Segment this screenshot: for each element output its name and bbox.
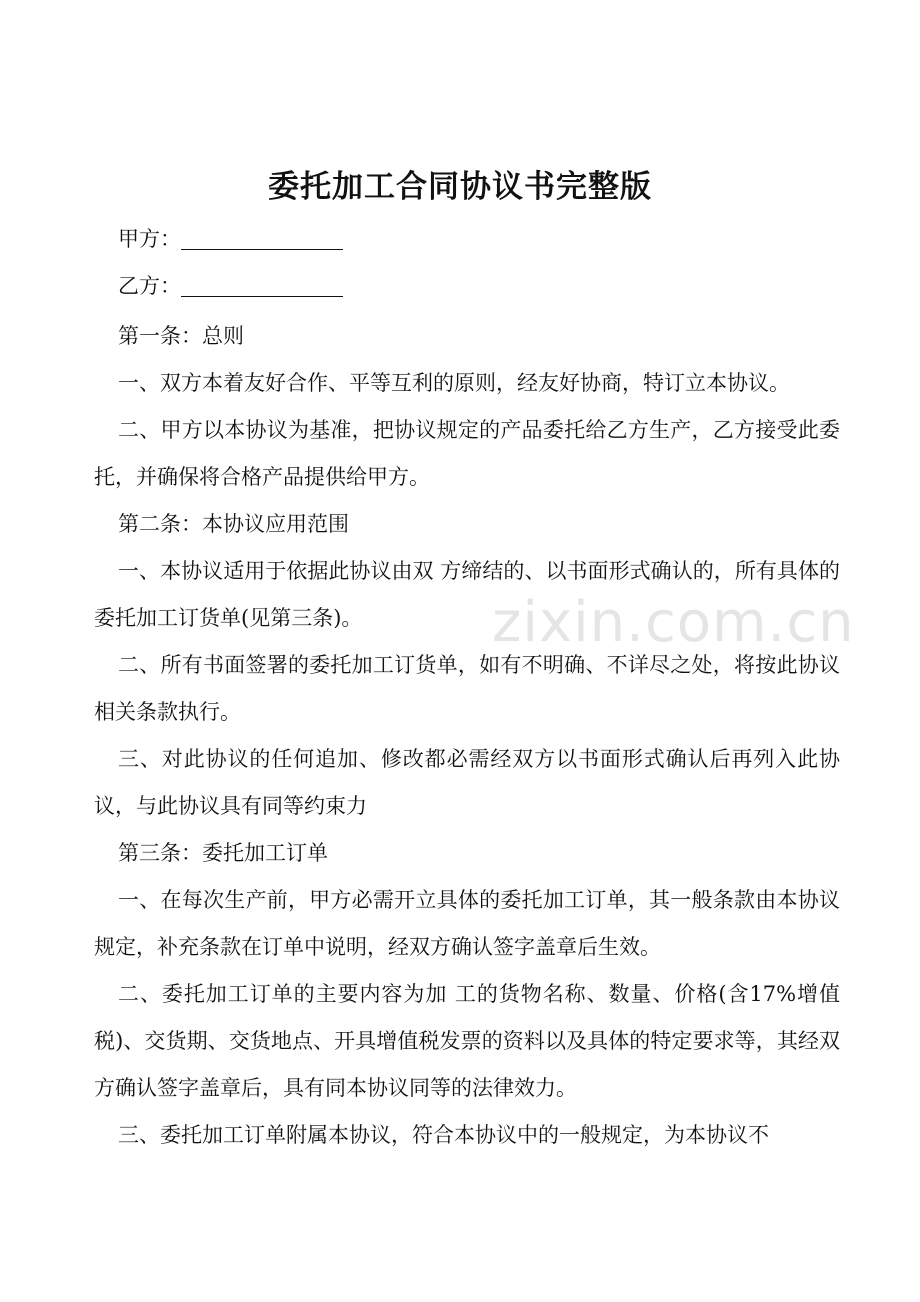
paragraph: 三、委托加工订单附属本协议，符合本协议中的一般规定，为本协议不 <box>118 1123 769 1147</box>
paragraph: 一、本协议适用于依据此协议由双 方缔结的、以书面形式确认的，所有具体的委托加工订货单(见第三条)。 <box>94 559 840 630</box>
party-a-line <box>118 224 343 254</box>
article-2-heading: 第二条：本协议应用范围 <box>118 512 349 536</box>
article-1-heading: 第一条：总则 <box>118 324 244 348</box>
watermark: zixin.com.cn <box>492 590 855 655</box>
party-b-blank <box>181 274 343 297</box>
party-b-line <box>118 271 343 301</box>
party-a-label: 甲方： <box>118 227 181 251</box>
party-b-label: 乙方： <box>118 274 181 298</box>
article-3-heading: 第三条：委托加工订单 <box>118 841 328 865</box>
paragraph: 二、甲方以本协议为基准，把协议规定的产品委托给乙方生产，乙方接受此委托，并确保将合格产品提供给甲方。 <box>94 418 840 489</box>
paragraph: 一、双方本着友好合作、平等互利的原则，经友好协商，特订立本协议。 <box>118 371 790 395</box>
paragraph: 三、对此协议的任何追加、修改都必需经双方以书面形式确认后再列入此协议，与此协议具有同等约束力 <box>94 747 840 818</box>
party-a-blank <box>181 227 343 250</box>
paragraph: 二、委托加工订单的主要内容为加 工的货物名称、数量、价格(含17%增值税)、交货期、交货地点、开具增值税发票的资料以及具体的特定要求等，其经双方确认签字盖章后，具有同本协议同等的法律效力。 <box>94 982 840 1100</box>
document-body <box>94 313 840 1159</box>
paragraph: 一、在每次生产前，甲方必需开立具体的委托加工订单，其一般条款由本协议规定，补充条款在订单中说明，经双方确认签字盖章后生效。 <box>94 888 840 959</box>
document-title: 委托加工合同协议书完整版 <box>268 169 652 205</box>
paragraph: 二、所有书面签署的委托加工订货单，如有不明确、不详尽之处，将按此协议相关条款执行。 <box>94 653 840 724</box>
